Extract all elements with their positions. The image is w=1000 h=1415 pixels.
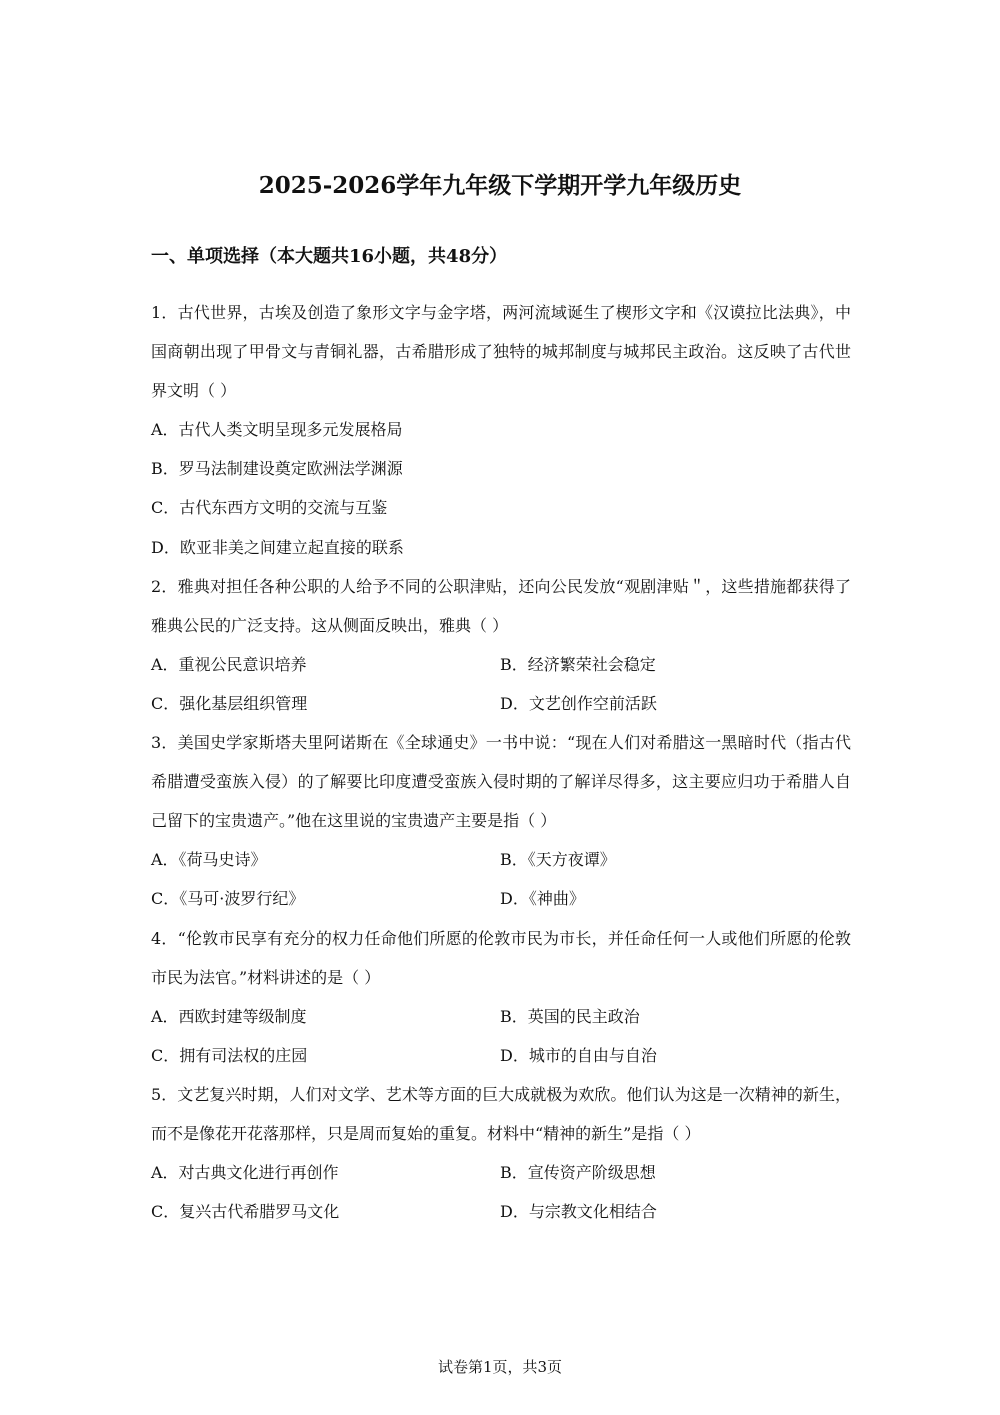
- question-4-stem: 4．“伦敦市民享有充分的权力任命他们所愿的伦敦市民为市长，并任命任何一人或他们所愿的伦敦市民为法官。”材料讲述的是（ ）: [151, 928, 851, 987]
- question-1-option-d: D．欧亚非美之间建立起直接的联系: [151, 537, 404, 557]
- question-5-option-b: B．宣传资产阶级思想: [500, 1163, 656, 1183]
- question-4-option-b: B．英国的民主政治: [500, 1006, 640, 1026]
- question-1-stem: 1．古代世界，古埃及创造了象形文字与金字塔，两河流域诞生了楔形文字和《汉谟拉比法典》，中国商朝出现了甲骨文与青铜礼器，古希腊形成了独特的城邦制度与城邦民主政治。这反映了古代世界文明（ ）: [151, 303, 851, 401]
- question-3-options-row-1: [151, 840, 851, 879]
- question-4-option-c: C．拥有司法权的庄园: [151, 1045, 308, 1065]
- exam-title: 2025-2026学年九年级下学期开学九年级历史: [258, 172, 742, 199]
- question-5-options-row-1: [151, 1153, 851, 1192]
- question-2-option-b: B．经济繁荣社会稳定: [500, 654, 656, 674]
- question-5-option-a: A．对古典文化进行再创作: [151, 1163, 339, 1183]
- question-list: [151, 293, 851, 1231]
- page-footer: 试卷第1页，共3页: [437, 1358, 563, 1376]
- question-2-option-c: C．强化基层组织管理: [151, 693, 308, 713]
- question-5-option-d: D．与宗教文化相结合: [500, 1202, 657, 1222]
- question-3-option-d: D．《神曲》: [500, 889, 585, 909]
- question-3-option-c: C．《马可·波罗行纪》: [151, 889, 305, 909]
- question-3-stem: 3．美国史学家斯塔夫里阿诺斯在《全球通史》一书中说：“现在人们对希腊这一黑暗时代（指古代希腊遭受蛮族入侵）的了解要比印度遭受蛮族入侵时期的了解详尽得多，这主要应归功于希腊人自己留下的宝贵遗产。”他在这里说的宝贵遗产主要是指（ ）: [151, 733, 851, 831]
- question-1-option-c: C．古代东西方文明的交流与互鉴: [151, 498, 388, 518]
- question-4-options-row-1: [151, 997, 851, 1036]
- question-5-stem: 5．文艺复兴时期，人们对文学、艺术等方面的巨大成就极为欢欣。他们认为这是一次精神的新生，而不是像花开花落那样，只是周而复始的重复。材料中“精神的新生”是指（ ）: [151, 1084, 851, 1143]
- question-4-options-row-2: [151, 1036, 851, 1075]
- question-2-option-d: D．文艺创作空前活跃: [500, 693, 657, 713]
- question-2-option-a: A．重视公民意识培养: [151, 654, 307, 674]
- question-1-option-b: B．罗马法制建设奠定欧洲法学渊源: [151, 459, 403, 479]
- question-4-option-a: A．西欧封建等级制度: [151, 1006, 307, 1026]
- question-5-options-row-2: [151, 1192, 851, 1231]
- question-2-stem: 2．雅典对担任各种公职的人给予不同的公职津贴，还向公民发放“观剧津贴＂，这些措施都获得了雅典公民的广泛支持。这从侧面反映出，雅典（ ）: [151, 576, 851, 635]
- question-3-options-row-2: [151, 879, 851, 918]
- question-3-option-a: A．《荷马史诗》: [151, 850, 267, 870]
- section-heading: 一、单项选择（本大题共16小题，共48分）: [151, 246, 508, 267]
- question-4-option-d: D．城市的自由与自治: [500, 1045, 657, 1065]
- question-3-option-b: B．《天方夜谭》: [500, 850, 616, 870]
- question-1-option-a: A．古代人类文明呈现多元发展格局: [151, 420, 403, 440]
- question-5-option-c: C．复兴古代希腊罗马文化: [151, 1202, 340, 1222]
- question-2-options-row-2: [151, 684, 851, 723]
- question-2-options-row-1: [151, 645, 851, 684]
